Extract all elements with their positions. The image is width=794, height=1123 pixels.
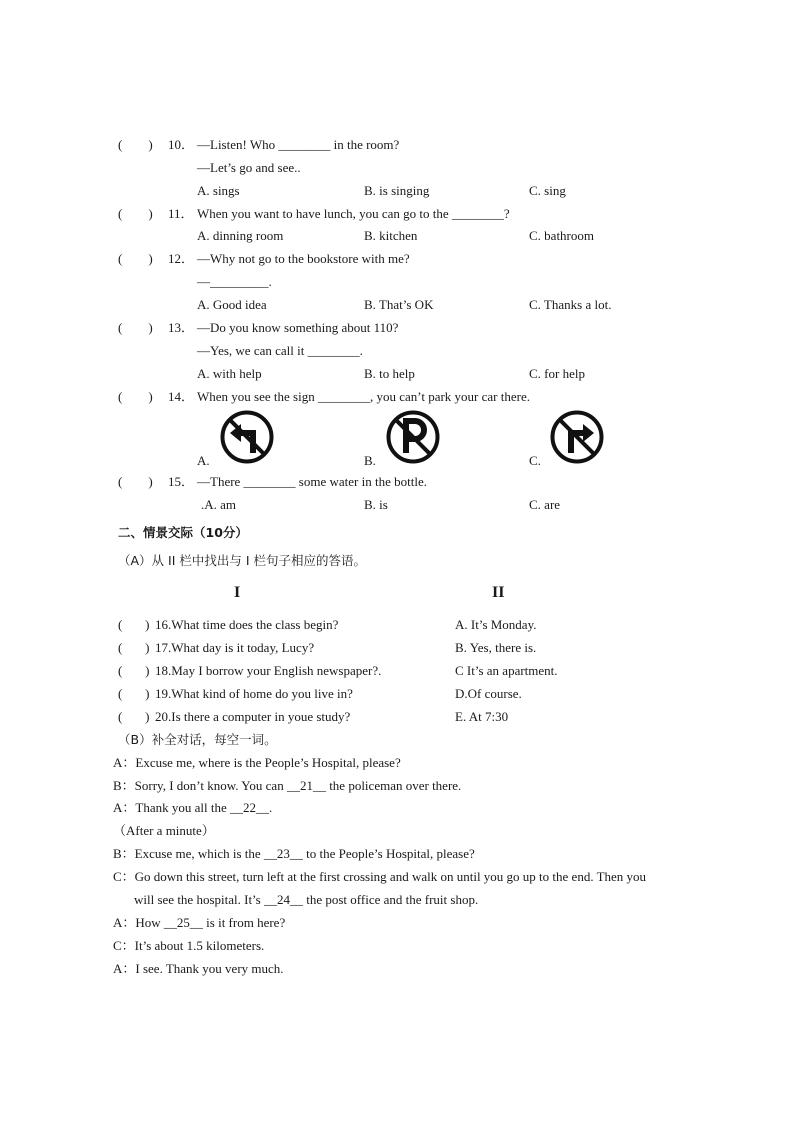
answer-bracket[interactable]: ( ) [118, 206, 153, 221]
answer-bracket[interactable]: ( ) [118, 709, 150, 724]
match-answer: B. Yes, there is. [455, 640, 537, 655]
question-text: —Yes, we can call it ________. [197, 343, 363, 358]
question-text: —_________. [197, 274, 272, 289]
option-a[interactable]: A. sings [197, 183, 240, 198]
question-text: When you see the sign ________, you can’t park your car there. [197, 389, 530, 404]
option-a[interactable]: A. with help [197, 366, 262, 381]
option-b[interactable]: B. [364, 453, 376, 468]
column-i-heading: I [234, 584, 241, 601]
answer-bracket[interactable]: ( ) [118, 474, 153, 489]
question-text: —Listen! Who ________ in the room? [197, 137, 400, 152]
dialogue-line: A：Thank you all the __22__. [113, 800, 273, 815]
question-text: When you want to have lunch, you can go to the ________? [197, 206, 510, 221]
option-a[interactable]: .A. am [201, 497, 237, 512]
dialogue-line: C：Go down this street, turn left at the first crossing and walk on until you go up to the end. Then you [113, 869, 647, 884]
match-question: 18.May I borrow your English newspaper?. [155, 663, 382, 678]
match-answer: E. At 7:30 [455, 709, 509, 724]
match-question: 17.What day is it today, Lucy? [155, 640, 315, 655]
dialogue-line: B：Excuse me, which is the __23__ to the People’s Hospital, please? [113, 846, 475, 861]
dialogue-line: C：It’s about 1.5 kilometers. [113, 938, 265, 953]
question-number: 11． [168, 206, 194, 221]
section-b-instruction: （B）补全对话，每空一词。 [118, 732, 277, 747]
answer-bracket[interactable]: ( ) [118, 617, 150, 632]
question-number: 14． [168, 389, 195, 404]
answer-bracket[interactable]: ( ) [118, 640, 150, 655]
dialogue-line: A：How __25__ is it from here? [113, 915, 286, 930]
question-text: —Do you know something about 110? [197, 320, 399, 335]
answer-bracket[interactable]: ( ) [118, 251, 153, 266]
dialogue-line: A：Excuse me, where is the People’s Hospital, please? [113, 755, 401, 770]
section-a-instruction: （A）从 II 栏中找出与 I 栏句子相应的答语。 [118, 553, 367, 568]
answer-bracket[interactable]: ( ) [118, 389, 153, 404]
option-b[interactable]: B. is [364, 497, 388, 512]
section-heading: 二、情景交际（10分） [118, 525, 248, 540]
dialogue-note: （After a minute） [113, 823, 215, 838]
match-answer: D.Of course. [455, 686, 522, 701]
dialogue-line-continued: will see the hospital. It’s __24__ the post office and the fruit shop. [134, 892, 479, 907]
answer-bracket[interactable]: ( ) [118, 663, 150, 678]
option-b[interactable]: B. That’s OK [364, 297, 434, 312]
option-b[interactable]: B. kitchen [364, 228, 418, 243]
option-c[interactable]: C. Thanks a lot. [529, 297, 612, 312]
no-parking-sign-icon[interactable] [385, 409, 441, 465]
match-answer: A. It’s Monday. [455, 617, 537, 632]
option-c[interactable]: C. sing [529, 183, 566, 198]
question-number: 10． [168, 137, 195, 152]
option-a[interactable]: A. dinning room [197, 228, 284, 243]
option-c[interactable]: C. are [529, 497, 561, 512]
no-right-turn-sign-icon[interactable] [549, 409, 605, 465]
no-left-turn-sign-icon[interactable] [219, 409, 275, 465]
match-question: 20.Is there a computer in youe study? [155, 709, 351, 724]
match-question: 16.What time does the class begin? [155, 617, 339, 632]
question-text: —Why not go to the bookstore with me? [197, 251, 410, 266]
question-text: —There ________ some water in the bottle. [197, 474, 427, 489]
dialogue-line: B：Sorry, I don’t know. You can __21__ the policeman over there. [113, 778, 462, 793]
option-c[interactable]: C. [529, 453, 541, 468]
dialogue-line: A：I see. Thank you very much. [113, 961, 284, 976]
option-b[interactable]: B. is singing [364, 183, 430, 198]
answer-bracket[interactable]: ( ) [118, 320, 153, 335]
question-text: —Let’s go and see.. [197, 160, 301, 175]
option-a[interactable]: A. [197, 453, 210, 468]
match-answer: C It’s an apartment. [455, 663, 558, 678]
option-a[interactable]: A. Good idea [197, 297, 267, 312]
column-ii-heading: II [492, 584, 505, 601]
answer-bracket[interactable]: ( ) [118, 137, 153, 152]
option-c[interactable]: C. bathroom [529, 228, 594, 243]
match-question: 19.What kind of home do you live in? [155, 686, 353, 701]
question-number: 15． [168, 474, 195, 489]
question-number: 13． [168, 320, 195, 335]
option-b[interactable]: B. to help [364, 366, 415, 381]
answer-bracket[interactable]: ( ) [118, 686, 150, 701]
question-number: 12． [168, 251, 195, 266]
option-c[interactable]: C. for help [529, 366, 585, 381]
